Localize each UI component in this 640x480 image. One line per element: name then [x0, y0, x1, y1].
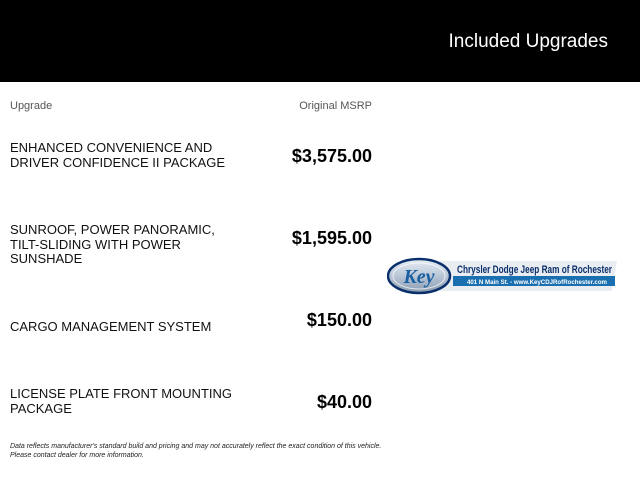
dealer-name: Chrysler Dodge Jeep Ram of Rochester: [457, 264, 613, 276]
upgrade-name: ENHANCED CONVENIENCE AND DRIVER CONFIDENCE II PACKAGE: [10, 140, 226, 170]
upgrade-price: $1,595.00: [291, 228, 372, 248]
upgrade-price: $40.00: [316, 392, 372, 412]
disclaimer-line: Please contact dealer for more information.: [10, 452, 144, 459]
upgrade-name: SUNROOF, POWER PANORAMIC, TILT-SLIDING WITH POWER SUNSHADE: [10, 222, 215, 266]
dealer-logo: [387, 257, 619, 295]
page-title: Included Upgrades: [448, 31, 608, 52]
upgrade-name: LICENSE PLATE FRONT MOUNTING PACKAGE: [10, 386, 232, 416]
logo-key-text: Key: [403, 266, 435, 288]
disclaimer-line: Data reflects manufacturer's standard build and pricing and may not accurately reflect the exact condition of this vehicle.: [10, 443, 382, 450]
upgrade-price: $150.00: [306, 310, 372, 330]
upgrade-price: $3,575.00: [291, 146, 372, 166]
disclaimer-text: [10, 442, 380, 460]
column-header-msrp: Original MSRP: [299, 100, 372, 112]
upgrade-name: CARGO MANAGEMENT SYSTEM: [10, 319, 212, 334]
column-header-upgrade: Upgrade: [10, 100, 53, 112]
header-bar: [0, 0, 640, 82]
dealer-address: 401 N Main St. - www.KeyCDJRofRochester.com: [467, 280, 607, 286]
